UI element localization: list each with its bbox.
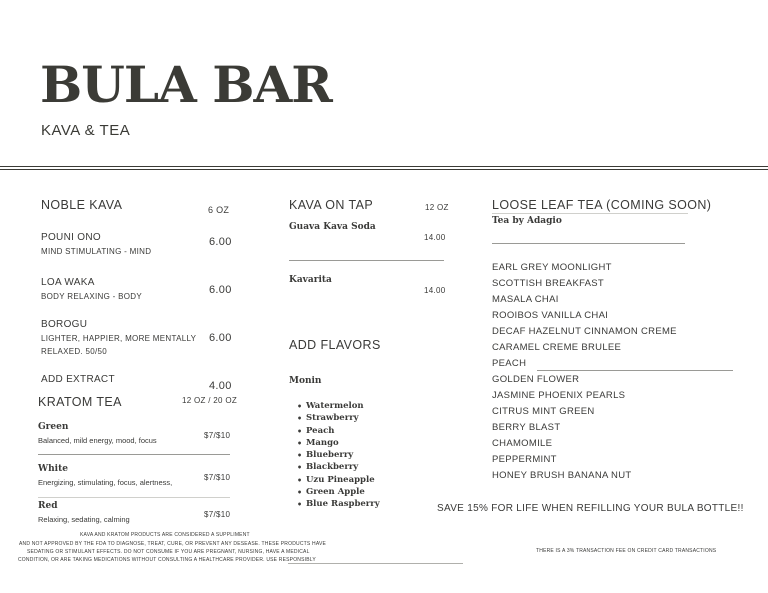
tap-item-price: 14.00 bbox=[424, 233, 446, 242]
kratom-item-name: Green bbox=[38, 422, 69, 432]
tea-item: DECAF HAZELNUT CINNAMON CREME bbox=[492, 326, 677, 337]
kratom-item-desc: Energizing, stimulating, focus, alertness, bbox=[38, 478, 173, 487]
tea-item: ROOIBOS VANILLA CHAI bbox=[492, 310, 609, 321]
tea-item: PEPPERMINT bbox=[492, 454, 557, 465]
kratom-divider bbox=[38, 454, 230, 455]
kava-item-desc: BODY RELAXING - BODY bbox=[41, 292, 142, 301]
list-item: • Green Apple bbox=[306, 486, 380, 498]
flavors-brand: Monin bbox=[289, 376, 322, 386]
tap-item-price: 14.00 bbox=[424, 286, 446, 295]
add-flavors-heading: ADD FLAVORS bbox=[289, 338, 381, 352]
tea-item: BERRY BLAST bbox=[492, 422, 561, 433]
list-item: • Uzu Pineapple bbox=[306, 474, 380, 486]
disclaimer-line: AND NOT APPROVED BY THE FDA TO DIAGNOSE, TREAT, CURE, OR PREVENT ANY DESEASE. THESE PRODUCTS HAVE bbox=[19, 541, 327, 547]
header-divider-top bbox=[0, 166, 768, 167]
kava-item-name: POUNI ONO bbox=[41, 232, 101, 243]
page-title: BULA BAR bbox=[40, 55, 332, 114]
kava-item-desc: LIGHTER, HAPPIER, MORE MENTALLY bbox=[41, 334, 197, 343]
loose-leaf-heading: LOOSE LEAF TEA (COMING SOON) bbox=[492, 198, 712, 212]
add-extract-label: ADD EXTRACT bbox=[41, 374, 115, 385]
kava-on-tap-size: 12 OZ bbox=[425, 203, 449, 212]
noble-kava-size: 6 OZ bbox=[208, 205, 230, 215]
page-subtitle: KAVA & TEA bbox=[41, 122, 131, 139]
disclaimer-line: CONDITION, OR ARE TAKING MEDICATIONS WITHOUT CONSULTING A HEALTHCARE PROVIDER. USE RESPONSIBLY bbox=[18, 557, 316, 563]
kava-item-name: LOA WAKA bbox=[41, 277, 95, 288]
list-item: • Strawberry bbox=[306, 412, 380, 424]
kava-item-price: 6.00 bbox=[209, 332, 232, 344]
kratom-heading: KRATOM TEA bbox=[38, 395, 122, 409]
kratom-item-price: $7/$10 bbox=[204, 431, 231, 440]
tea-divider bbox=[537, 370, 733, 371]
kratom-item-price: $7/$10 bbox=[204, 473, 231, 482]
list-item: • Blackberry bbox=[306, 461, 380, 473]
loose-leaf-divider bbox=[492, 243, 685, 244]
list-item: • Blueberry bbox=[306, 449, 380, 461]
tap-item-name: Kavarita bbox=[289, 275, 332, 285]
kratom-item-desc: Balanced, mild energy, mood, focus bbox=[38, 436, 157, 445]
kava-item-desc: RELAXED. 50/50 bbox=[41, 347, 108, 356]
loose-leaf-brand: Tea by Adagio bbox=[492, 216, 562, 226]
tea-item: GOLDEN FLOWER bbox=[492, 374, 580, 385]
list-item: • Blue Raspberry bbox=[306, 498, 380, 510]
list-item: • Peach bbox=[306, 425, 380, 437]
kava-item-price: 6.00 bbox=[209, 236, 232, 248]
disclaimer-line: SEDATING OR STIMULANT EFFECTS. DO NOT CONSUME IF YOU ARE PREGNANT, NURSING, HAVE A MEDICAL bbox=[27, 549, 310, 555]
flavor-list bbox=[296, 400, 380, 511]
tap-item-name: Guava Kava Soda bbox=[289, 222, 376, 232]
fee-note: THERE IS A 3% TRANSACTION FEE ON CREDIT CARD TRANSACTIONS bbox=[536, 548, 717, 554]
tea-item: MASALA CHAI bbox=[492, 294, 559, 305]
kratom-item-desc: Relaxing, sedating, calming bbox=[38, 515, 130, 524]
list-item: • Watermelon bbox=[306, 400, 380, 412]
tea-item: CHAMOMILE bbox=[492, 438, 553, 449]
kratom-divider bbox=[38, 497, 230, 498]
tea-item: CITRUS MINT GREEN bbox=[492, 406, 595, 417]
tea-item: EARL GREY MOONLIGHT bbox=[492, 262, 612, 273]
tea-item: JASMINE PHOENIX PEARLS bbox=[492, 390, 626, 401]
kratom-size: 12 OZ / 20 OZ bbox=[182, 396, 238, 405]
kava-item-name: BOROGU bbox=[41, 319, 88, 330]
list-item: • Mango bbox=[306, 437, 380, 449]
header-divider-bottom bbox=[0, 169, 768, 170]
disclaimer-underline bbox=[288, 563, 463, 564]
kratom-item-name: White bbox=[38, 464, 68, 474]
tap-divider bbox=[289, 260, 444, 261]
tea-item: SCOTTISH BREAKFAST bbox=[492, 278, 605, 289]
promo-text: SAVE 15% FOR LIFE WHEN REFILLING YOUR BULA BOTTLE!! bbox=[437, 503, 744, 514]
kratom-item-name: Red bbox=[38, 501, 58, 511]
kava-item-desc: MIND STIMULATING - MIND bbox=[41, 247, 152, 256]
tea-item: PEACH bbox=[492, 358, 527, 369]
kava-item-price: 6.00 bbox=[209, 284, 232, 296]
tea-item: CARAMEL CREME BRULEE bbox=[492, 342, 622, 353]
kava-on-tap-heading: KAVA ON TAP bbox=[289, 198, 374, 212]
noble-kava-heading: NOBLE KAVA bbox=[41, 198, 123, 212]
add-extract-price: 4.00 bbox=[209, 380, 232, 392]
disclaimer-line: KAVA AND KRATOM PRODUCTS ARE CONSIDERED A SUPPLIMENT bbox=[80, 532, 250, 538]
kratom-item-price: $7/$10 bbox=[204, 510, 231, 519]
loose-leaf-underline bbox=[492, 213, 688, 214]
tea-item: HONEY BRUSH BANANA NUT bbox=[492, 470, 632, 481]
